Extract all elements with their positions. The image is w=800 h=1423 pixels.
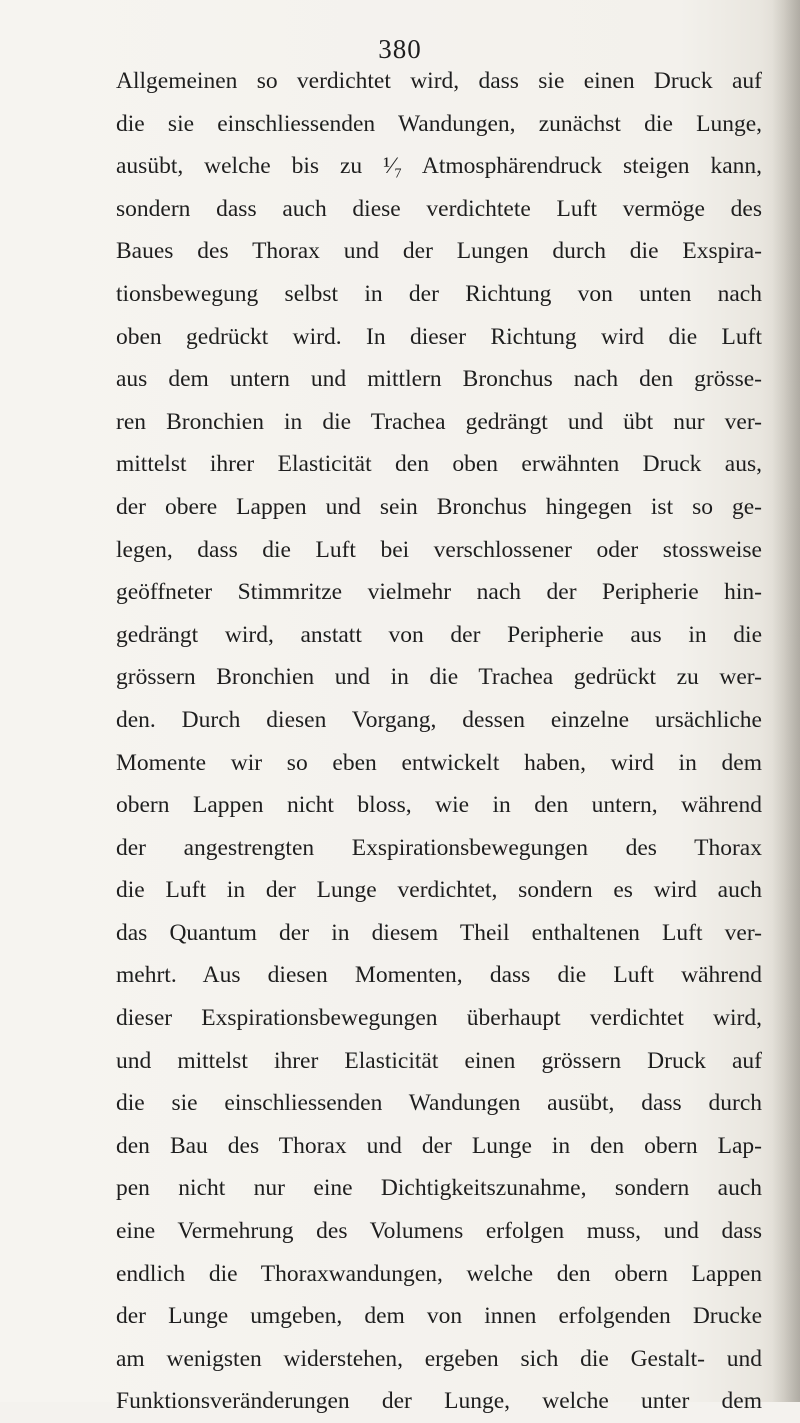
- text-line: geöffneter Stimmritze vielmehr nach der Peripherie hin-: [116, 579, 762, 606]
- text-line: oben gedrückt wird. In dieser Richtung wird die Luft: [116, 323, 762, 350]
- text-line: Allgemeinen so verdichtet wird, dass sie einen Druck auf: [116, 68, 762, 94]
- text-line: mittelst ihrer Elasticität den oben erwähnten Druck aus,: [116, 451, 762, 478]
- text-line: pen nicht nur eine Dichtigkeitszunahme, sondern auch: [116, 1175, 762, 1202]
- text-line: Baues des Thorax und der Lungen durch die Exspira-: [116, 238, 762, 265]
- text-line: ausübt, welche bis zu ¹⁄₇ Atmosphärendruck steigen kann,: [116, 153, 762, 180]
- text-line: den Bau des Thorax und der Lunge in den obern Lap-: [116, 1132, 762, 1159]
- text-line: der Lunge umgeben, dem von innen erfolgenden Drucke: [116, 1303, 762, 1330]
- text-line: der angestrengten Exspirationsbewegungen des Thorax: [116, 834, 762, 861]
- text-line: und mittelst ihrer Elasticität einen grössern Druck auf: [116, 1047, 762, 1074]
- text-line: gedrängt wird, anstatt von der Peripherie aus in die: [116, 621, 762, 648]
- text-line: Funktionsveränderungen der Lunge, welche unter dem: [116, 1388, 762, 1415]
- text-line: dieser Exspirationsbewegungen überhaupt verdichtet wird,: [116, 1005, 762, 1032]
- text-line: legen, dass die Luft bei verschlossener oder stossweise: [116, 536, 762, 563]
- page-number: 380: [378, 34, 422, 64]
- text-line: grössern Bronchien und in die Trachea gedrückt zu wer-: [116, 664, 762, 691]
- text-line: die sie einschliessenden Wandungen, zunächst die Lunge,: [116, 110, 762, 137]
- text-line: die Luft in der Lunge verdichtet, sondern es wird auch: [116, 877, 762, 904]
- text-line: den. Durch diesen Vorgang, dessen einzelne ursächliche: [116, 706, 762, 733]
- text-line: aus dem untern und mittlern Bronchus nach den grösse-: [116, 366, 762, 393]
- text-line: ren Bronchien in die Trachea gedrängt und übt nur ver-: [116, 408, 762, 435]
- text-line: endlich die Thoraxwandungen, welche den obern Lappen: [116, 1260, 762, 1287]
- body-text: [116, 60, 762, 1423]
- text-line: tionsbewegung selbst in der Richtung von unten nach: [116, 280, 762, 307]
- text-line: am wenigsten widerstehen, ergeben sich die Gestalt- und: [116, 1345, 762, 1372]
- text-line: obern Lappen nicht bloss, wie in den untern, während: [116, 792, 762, 819]
- text-line: sondern dass auch diese verdichtete Luft vermöge des: [116, 195, 762, 222]
- text-line: der obere Lappen und sein Bronchus hingegen ist so ge-: [116, 493, 762, 520]
- text-line: eine Vermehrung des Volumens erfolgen muss, und dass: [116, 1218, 762, 1245]
- text-line: die sie einschliessenden Wandungen ausübt, dass durch: [116, 1090, 762, 1117]
- text-line: das Quantum der in diesem Theil enthaltenen Luft ver-: [116, 919, 762, 946]
- text-line: Momente wir so eben entwickelt haben, wird in dem: [116, 749, 762, 776]
- page-edge-shadow: [772, 0, 800, 1402]
- text-line: mehrt. Aus diesen Momenten, dass die Luft während: [116, 962, 762, 989]
